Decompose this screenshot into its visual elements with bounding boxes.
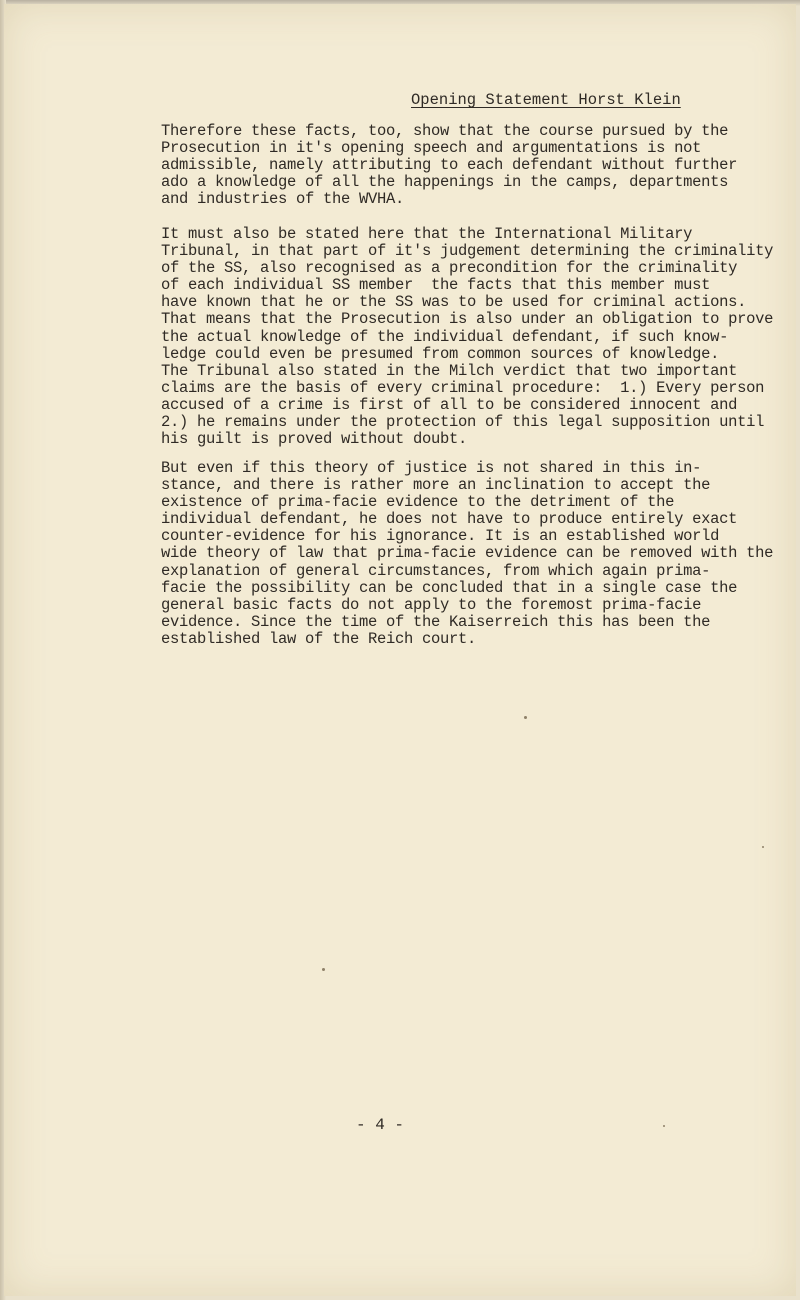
paragraph-2: It must also be stated here that the International Military Tribunal, in that part of it's judgement determining the criminality of the SS, also recognised as a precondition for the criminality of each individual SS member the facts that this member must have known that he or the SS was to be used for criminal actions. That means that the Prosecution is also under an obligation to prove the actual knowledge of the individual defendant, if such know- ledge could even be presumed from common sources of knowledge. The Tribunal also stated in the Milch verdict that two important claims are the basis of every criminal procedure: 1.) Every person accused of a crime is first of all to be considered innocent and 2.) he remains under the protection of this legal supposition until his guilt is proved without doubt. — [161, 225, 774, 449]
page-number: - 4 - — [356, 1116, 405, 1134]
paper-speck — [663, 1125, 665, 1127]
paragraph-3: But even if this theory of justice is not shared in this in- stance, and there is rather more an inclination to accept the existence of prima-facie evidence to the detriment of the individual defendant, he does not have to produce entirely exact counter-evidence for his ignorance. It is an established world wide theory of law that prima-facie evidence can be removed with the explanation of general circumstances, from which again prima- facie the possibility can be concluded that in a single case the general basic facts do not apply to the foremost prima-facie evidence. Since the time of the Kaiserreich this has been the established law of the Reich court. — [161, 459, 774, 648]
paper-speck — [322, 968, 325, 971]
document-header: Opening Statement Horst Klein — [411, 91, 681, 109]
paper-speck — [762, 846, 764, 848]
paragraph-1: Therefore these facts, too, show that the course pursued by the Prosecution in it's opening speech and argumentations is not admissible, namely attributing to each defendant without further ado a knowledge of all the happenings in the camps, departments and industries of the WVHA. — [161, 122, 738, 209]
paper-speck — [524, 716, 527, 719]
